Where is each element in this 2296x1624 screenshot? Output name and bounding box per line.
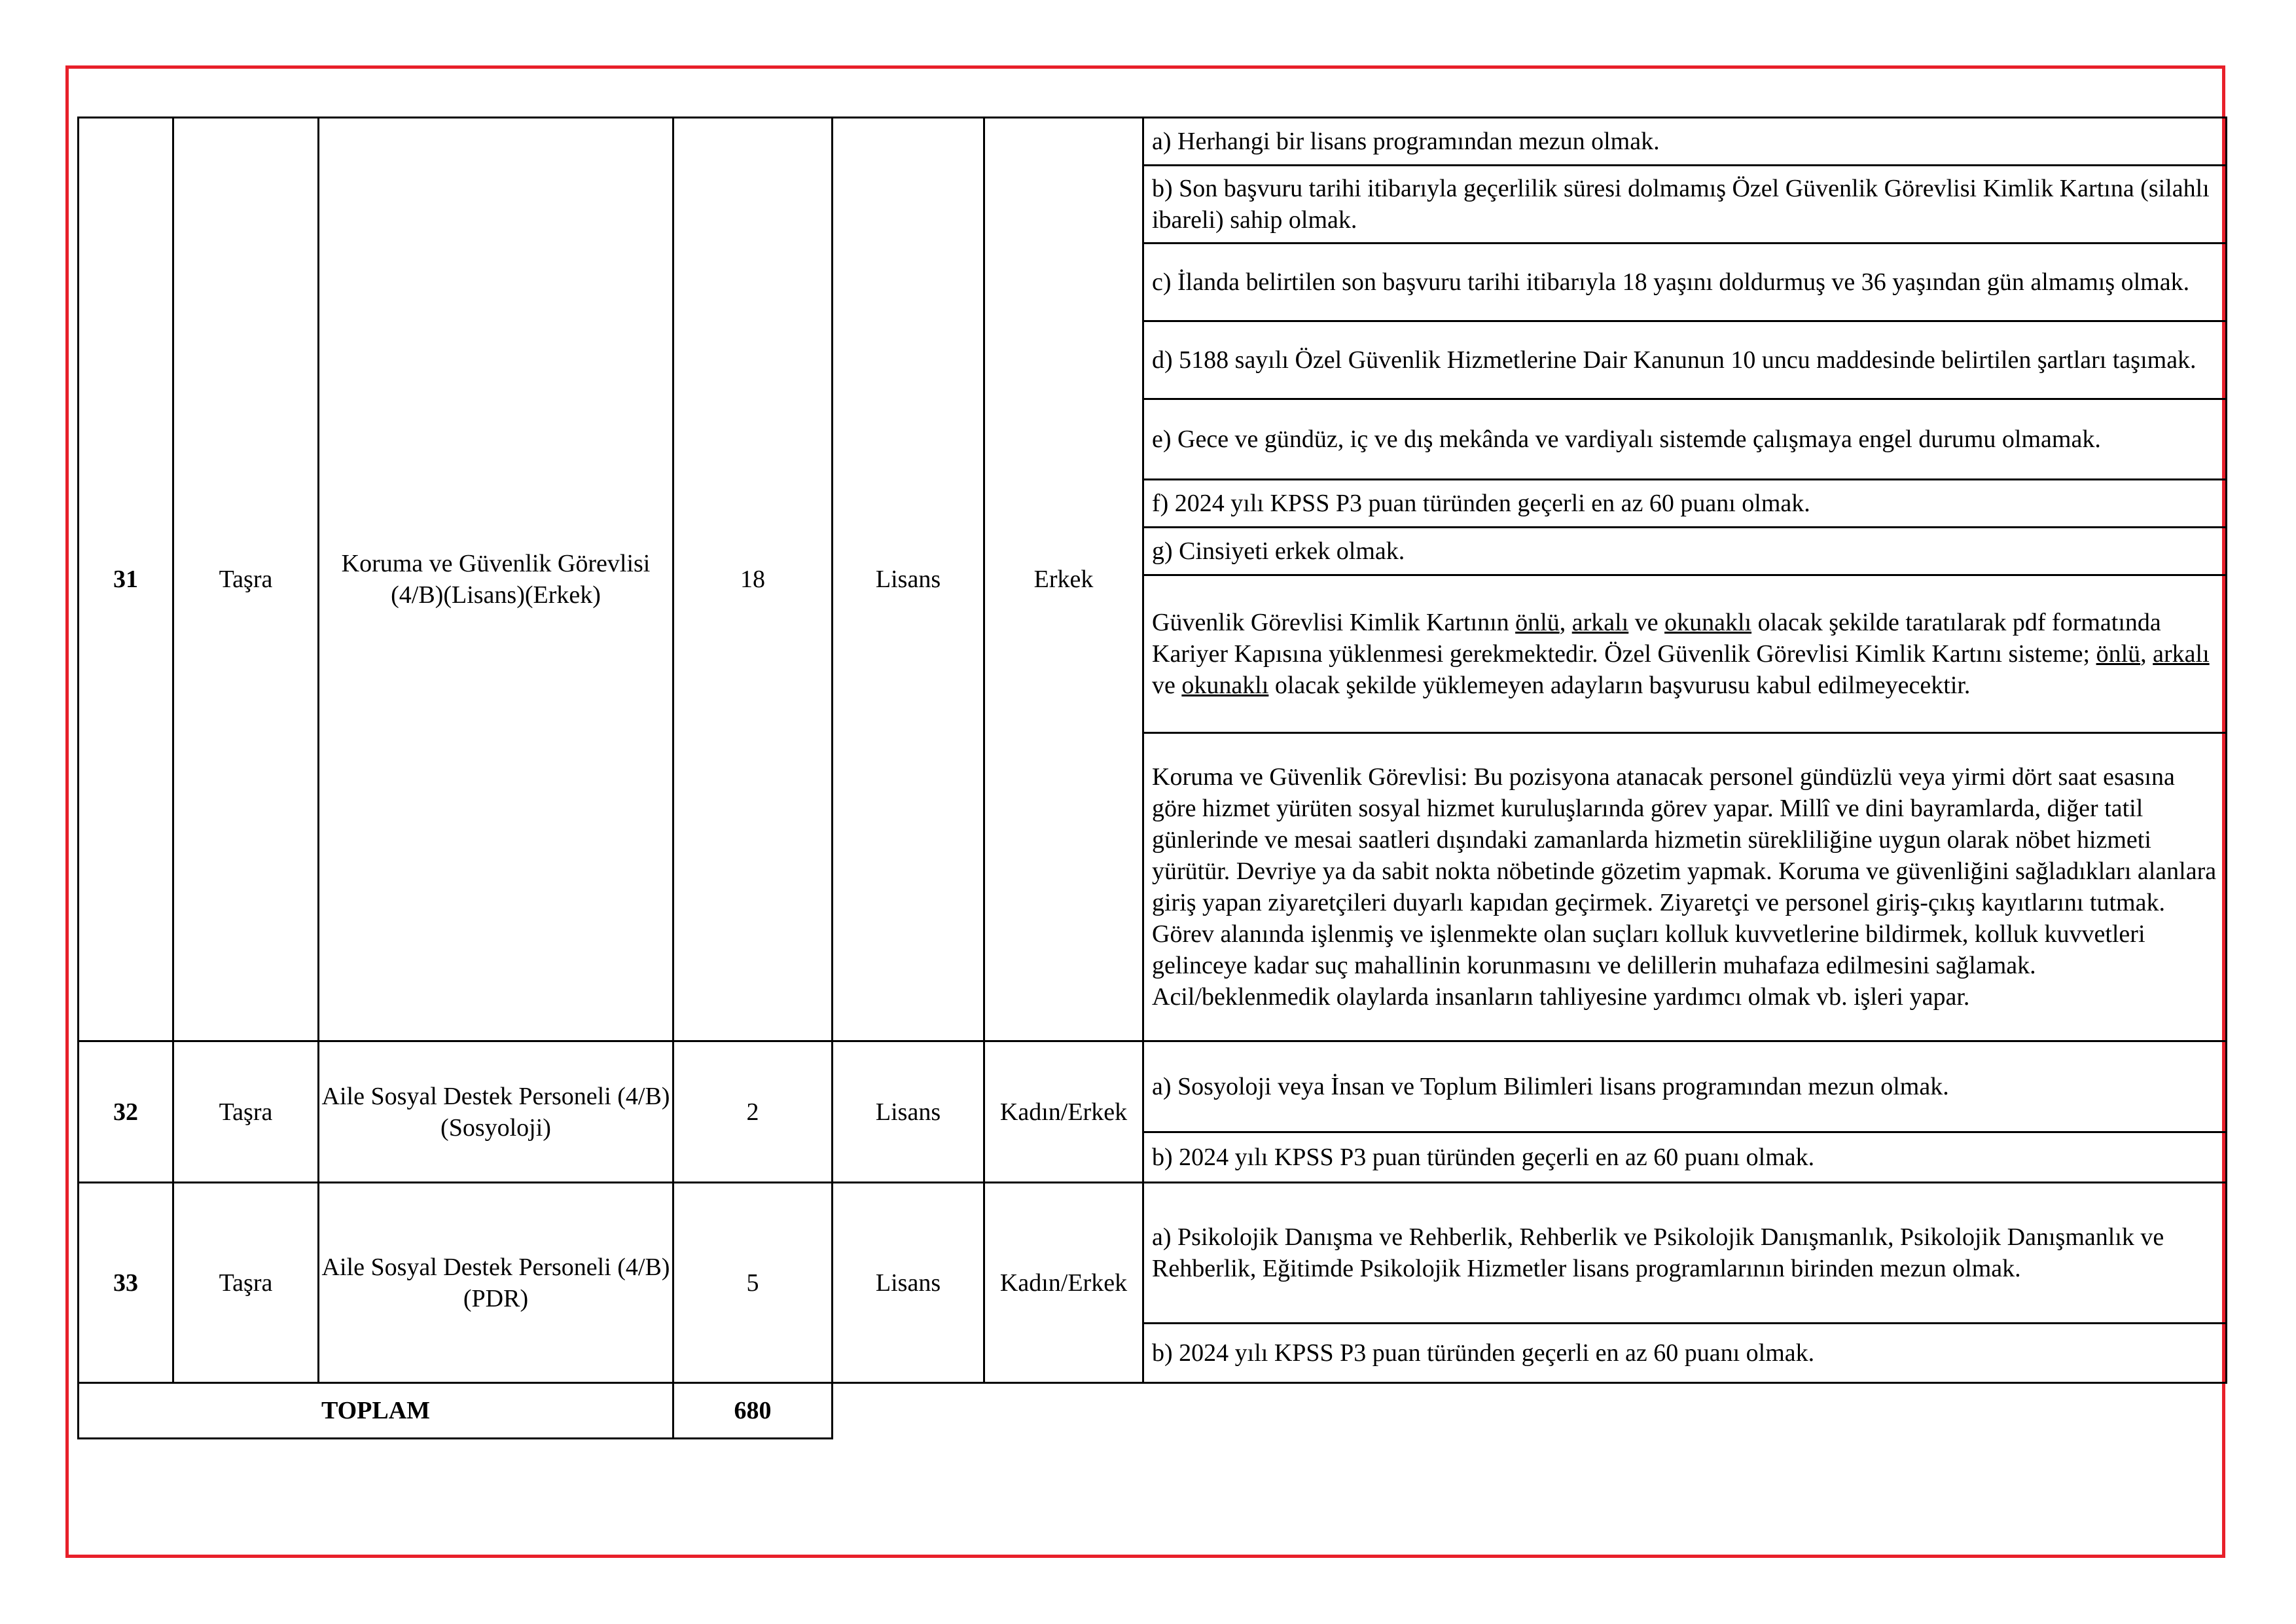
unit-cell: Taşra	[173, 1183, 319, 1383]
requirement-item: a) Psikolojik Danışma ve Rehberlik, Rehberlik ve Psikolojik Danışmanlık, Psikolojik Danışmanlık ve Rehberlik, Eğitimde Psikolojik Hizmetler lisans programlarının birinden mezun olmak.	[1143, 1183, 2227, 1324]
empty-cell	[833, 1383, 2227, 1439]
requirement-item: d) 5188 sayılı Özel Güvenlik Hizmetlerine Dair Kanunun 10 uncu maddesinde belirtilen şartları taşımak.	[1143, 321, 2227, 399]
row-number: 33	[79, 1183, 173, 1383]
row-number: 31	[79, 118, 173, 1041]
unit-cell: Taşra	[173, 118, 319, 1041]
position-title: Koruma ve Güvenlik Görevlisi (4/B)(Lisans)(Erkek)	[319, 118, 673, 1041]
education-level: Lisans	[833, 1041, 984, 1183]
total-label: TOPLAM	[79, 1383, 673, 1439]
total-value: 680	[673, 1383, 833, 1439]
upload-note: Güvenlik Görevlisi Kimlik Kartının önlü, arkalı ve okunaklı olacak şekilde taratılarak pdf formatında Kariyer Kapısına yüklenmesi gerekmektedir. Özel Güvenlik Görevlisi Kimlik Kartını sisteme; önlü, arkalı ve okunaklı olacak şekilde yüklemeyen adayların başvurusu kabul edilmeyecektir.	[1143, 575, 2227, 733]
position-count: 2	[673, 1041, 833, 1183]
position-title: Aile Sosyal Destek Personeli (4/B)(PDR)	[319, 1183, 673, 1383]
gender-cell: Kadın/Erkek	[984, 1183, 1143, 1383]
table-row	[79, 118, 2227, 166]
education-level: Lisans	[833, 118, 984, 1041]
requirement-item: e) Gece ve gündüz, iç ve dış mekânda ve vardiyalı sistemde çalışmaya engel durumu olmamak.	[1143, 399, 2227, 480]
requirement-item: b) Son başvuru tarihi itibarıyla geçerlilik süresi dolmamış Özel Güvenlik Görevlisi Kimlik Kartına (silahlı ibareli) sahip olmak.	[1143, 166, 2227, 244]
total-row	[79, 1383, 2227, 1439]
positions-table	[77, 117, 2227, 1439]
job-description: Koruma ve Güvenlik Görevlisi: Bu pozisyona atanacak personel gündüzlü veya yirmi dört saat esasına göre hizmet yürüten sosyal hizmet kuruluşlarında görev yapar. Millî ve dini bayramlarda, diğer tatil günlerinde ve mesai saatleri dışındaki zamanlarda hizmetin sürekliliğine uygun olarak nöbet hizmeti yürütür. Devriye ya da sabit nokta nöbetinde gözetim yapmak. Koruma ve güvenliğini sağladıkları alanlara giriş yapan ziyaretçileri duyarlı kapıdan geçirmek. Ziyaretçi ve personel giriş-çıkış kayıtlarını tutmak. Görev alanında işlenmiş ve işlenmekte olan suçları kolluk kuvvetlerine bildirmek, kolluk kuvvetleri gelinceye kadar suç mahallinin korunmasını ve delillerin muhafaza edilmesini sağlamak. Acil/beklenmedik olaylarda insanların tahliyesine yardımcı olmak vb. işleri yapar.	[1143, 733, 2227, 1041]
requirement-item: b) 2024 yılı KPSS P3 puan türünden geçerli en az 60 puanı olmak.	[1143, 1324, 2227, 1383]
position-title: Aile Sosyal Destek Personeli (4/B)(Sosyoloji)	[319, 1041, 673, 1183]
unit-cell: Taşra	[173, 1041, 319, 1183]
requirement-item: c) İlanda belirtilen son başvuru tarihi itibarıyla 18 yaşını doldurmuş ve 36 yaşından gün almamış olmak.	[1143, 244, 2227, 321]
requirement-item: b) 2024 yılı KPSS P3 puan türünden geçerli en az 60 puanı olmak.	[1143, 1132, 2227, 1183]
requirement-item: a) Herhangi bir lisans programından mezun olmak.	[1143, 118, 2227, 166]
position-count: 18	[673, 118, 833, 1041]
table-row	[79, 1183, 2227, 1324]
gender-cell: Erkek	[984, 118, 1143, 1041]
row-number: 32	[79, 1041, 173, 1183]
requirement-item: f) 2024 yılı KPSS P3 puan türünden geçerli en az 60 puanı olmak.	[1143, 480, 2227, 528]
position-count: 5	[673, 1183, 833, 1383]
table-row	[79, 1041, 2227, 1132]
education-level: Lisans	[833, 1183, 984, 1383]
gender-cell: Kadın/Erkek	[984, 1041, 1143, 1183]
requirement-item: g) Cinsiyeti erkek olmak.	[1143, 528, 2227, 575]
requirement-item: a) Sosyoloji veya İnsan ve Toplum Bilimleri lisans programından mezun olmak.	[1143, 1041, 2227, 1132]
